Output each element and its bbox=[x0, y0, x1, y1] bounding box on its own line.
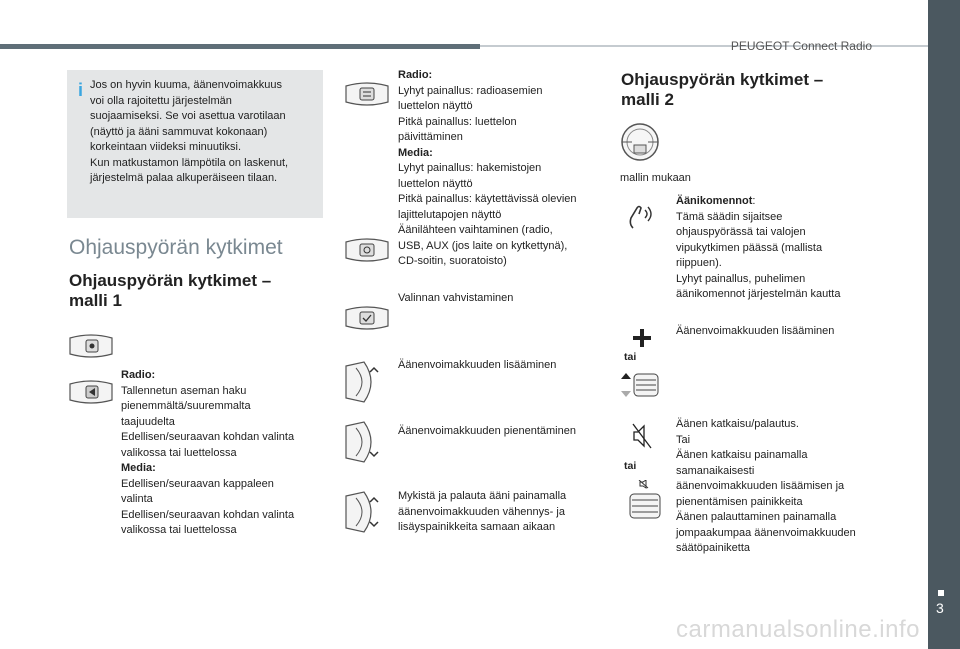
item-line: Tämä säädin sijaitsee bbox=[676, 210, 783, 223]
model1-title-line: Ohjauspyörän kytkimet – bbox=[69, 271, 272, 290]
note-line: Jos on hyvin kuuma, äänenvoimakkuus bbox=[90, 79, 282, 91]
voice-command-text bbox=[676, 194, 876, 303]
model1-title bbox=[69, 271, 271, 311]
info-icon: i bbox=[78, 80, 84, 100]
item-line: jompaakumpaa äänenvoimakkuuden bbox=[676, 526, 856, 539]
model1-title-line: malli 1 bbox=[69, 291, 122, 310]
item-line: äänikomennot järjestelmän kautta bbox=[676, 288, 841, 300]
page-sidebar bbox=[928, 0, 960, 649]
item-line: USB, AUX (jos laite on kytkettynä), bbox=[398, 239, 568, 252]
item-line: Mykistä ja palauta ääni painamalla bbox=[398, 490, 567, 502]
item-line: taajuudelta bbox=[121, 415, 175, 428]
note-line: korkeintaan viideksi minuutiksi. bbox=[90, 141, 242, 153]
item-line: Lyhyt painallus: hakemistojen bbox=[398, 162, 542, 174]
item-line: samanaikaisesti bbox=[676, 464, 755, 477]
note-line: järjestelmä palaa alkuperäiseen tilaan. bbox=[90, 172, 278, 184]
voice-title-line bbox=[676, 194, 876, 210]
item-line: säätöpainiketta bbox=[676, 542, 750, 554]
note-line: (näyttö ja ääni sammuvat kokonaan) bbox=[90, 125, 268, 138]
middle-item-volume-up: Äänenvoimakkuuden lisääminen bbox=[398, 359, 557, 371]
section-title: Ohjauspyörän kytkimet bbox=[69, 236, 283, 259]
item-line: Tai bbox=[676, 433, 691, 446]
volume-up-thumbwheel-icon bbox=[342, 360, 382, 404]
voice-title: Äänikomennot bbox=[676, 195, 753, 207]
item-line: valinta bbox=[121, 493, 153, 505]
middle-item-list bbox=[398, 68, 598, 223]
item-line: riippuen). bbox=[676, 257, 722, 269]
steering-thumbwheel-icon bbox=[66, 376, 116, 408]
or-label: tai bbox=[624, 460, 637, 472]
item-line: Lyhyt painallus: radioasemien bbox=[398, 84, 543, 97]
plus-icon bbox=[632, 328, 652, 348]
mute-text bbox=[676, 417, 886, 557]
volume-up-text: Äänenvoimakkuuden lisääminen bbox=[676, 325, 835, 337]
item-line: äänenvoimakkuuden lisäämisen ja bbox=[676, 480, 845, 492]
item-line: Äänen katkaisu painamalla bbox=[676, 449, 808, 461]
page-marker-icon bbox=[938, 590, 944, 596]
middle-item-source bbox=[398, 223, 598, 270]
voice-command-icon bbox=[625, 200, 659, 234]
item-line: Tallennetun aseman haku bbox=[121, 384, 247, 397]
item-line: äänenvoimakkuuden vähennys- ja bbox=[398, 505, 565, 518]
middle-item-mute bbox=[398, 489, 598, 536]
item-line: Radio: bbox=[121, 369, 156, 381]
mallin-mukaan: mallin mukaan bbox=[620, 172, 691, 184]
item-line: pienentämisen painikkeita bbox=[676, 495, 803, 508]
item-line: Lyhyt painallus, puhelimen bbox=[676, 272, 806, 285]
model2-title-line: malli 2 bbox=[621, 90, 674, 109]
or-label: tai bbox=[624, 351, 637, 363]
volume-up-wheel-icon bbox=[618, 370, 662, 400]
middle-item-confirm: Valinnan vahvistaminen bbox=[398, 292, 514, 304]
item-line: päivittäminen bbox=[398, 131, 463, 143]
model2-title-line: Ohjauspyörän kytkimet – bbox=[621, 70, 824, 89]
item-line: vipukytkimen päässä (mallista bbox=[676, 241, 823, 254]
volume-down-thumbwheel-icon bbox=[342, 420, 382, 464]
note-line: suojaamiseksi. Se voi asettua varotilaan bbox=[90, 110, 286, 122]
item-line: Edellisen/seuraavan kohdan valinta bbox=[121, 431, 295, 443]
item-line: luettelon näyttö bbox=[398, 177, 473, 190]
steering-wheel-icon bbox=[618, 121, 662, 163]
item-line: Edellisen/seuraavan kappaleen bbox=[121, 477, 274, 490]
item-line: lisäyspainikkeita samaan aikaan bbox=[398, 521, 556, 533]
item-line: Edellisen/seuraavan kohdan valinta bbox=[121, 508, 295, 521]
item-line: Radio: bbox=[398, 69, 433, 81]
item-line: Äänilähteen vaihtaminen (radio, bbox=[398, 224, 553, 236]
voice-title-colon: : bbox=[752, 195, 756, 207]
header-title: PEUGEOT Connect Radio bbox=[730, 39, 872, 53]
item-line: Pitkä painallus: käytettävissä olevien bbox=[398, 193, 577, 205]
middle-item-volume-down: Äänenvoimakkuuden pienentäminen bbox=[398, 425, 576, 437]
item-line: valikossa tai luettelossa bbox=[121, 446, 237, 459]
item-line: lajittelutapojen näyttö bbox=[398, 208, 502, 221]
mute-thumbwheel-icon bbox=[342, 490, 382, 534]
item-line: Äänen palauttaminen painamalla bbox=[676, 511, 837, 523]
steering-switch-icon bbox=[66, 330, 116, 362]
steering-list-button-icon bbox=[342, 78, 392, 110]
info-note-text bbox=[90, 78, 316, 187]
mute-speaker-icon bbox=[632, 422, 652, 450]
model1-item-radio-media bbox=[121, 368, 321, 539]
item-line: luettelon näyttö bbox=[398, 100, 473, 112]
header-rule-dark bbox=[0, 44, 480, 49]
item-line: Media: bbox=[398, 146, 433, 159]
item-line: CD-soitin, suoratoisto) bbox=[398, 255, 507, 267]
item-line: Pitkä painallus: luettelon bbox=[398, 115, 517, 128]
watermark: carmanualsonline.info bbox=[676, 616, 920, 643]
mute-wheel-icon bbox=[628, 480, 662, 520]
item-line: Äänen katkaisu/palautus. bbox=[676, 418, 799, 430]
steering-ok-button-icon bbox=[342, 302, 392, 334]
note-line: Kun matkustamon lämpötila on laskenut, bbox=[90, 156, 289, 169]
note-line: voi olla rajoitettu järjestelmän bbox=[90, 94, 232, 107]
page-number: 3 bbox=[936, 600, 944, 616]
item-line: pienemmältä/suuremmalta bbox=[121, 400, 251, 412]
item-line: Media: bbox=[121, 462, 156, 474]
steering-source-button-icon bbox=[342, 234, 392, 266]
model2-title bbox=[621, 70, 823, 110]
item-line: ohjauspyörässä tai valojen bbox=[676, 226, 806, 238]
item-line: valikossa tai luettelossa bbox=[121, 524, 237, 536]
